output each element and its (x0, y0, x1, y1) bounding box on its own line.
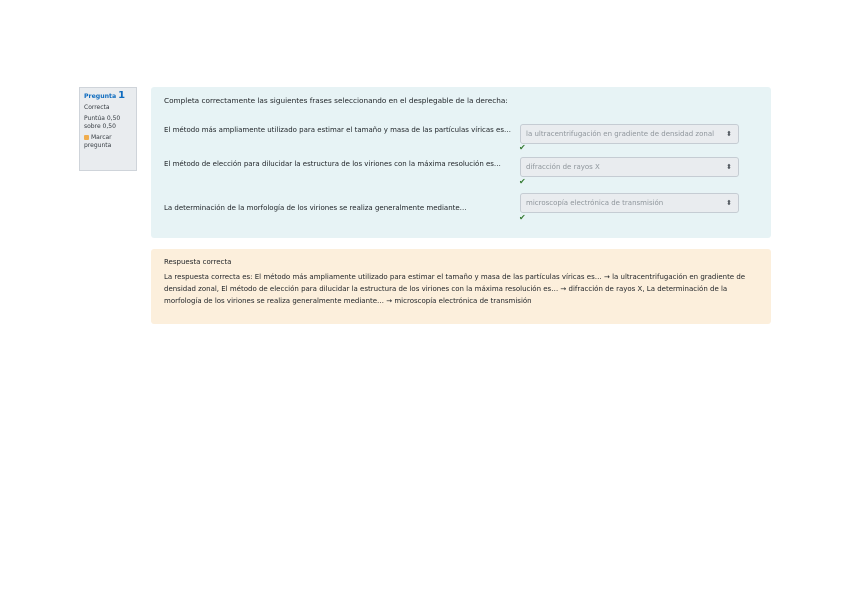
match-row-text: El método de elección para dilucidar la estructura de los viriones con la máxima resolución es… (164, 160, 501, 168)
answer-select-value: la ultracentrifugación en gradiente de densidad zonal (526, 130, 715, 138)
question-formulation (151, 87, 771, 238)
question-info-panel (79, 87, 137, 171)
correct-answer-text: La respuesta correcta es: El método más ampliamente utilizado para estimar el tamaño y masa de las partículas víricas es… → la ultracentrifugación en gradiente de densidad zonal, El método de elección para dilucidar la estructura de los viriones con la máxima resolución es… → difracción de rayos X, La determinación de la morfología de los viriones se realiza generalmente mediante… → microscopía electrónica de transmisión (164, 273, 746, 305)
question-prompt: Completa correctamente las siguientes frases seleccionando en el desplegable de la derecha: (164, 96, 508, 105)
answer-select-value: difracción de rayos X (526, 163, 600, 171)
question-state: Correcta (84, 104, 110, 111)
question-grade (84, 115, 132, 131)
check-icon: ✔ (519, 213, 526, 222)
answer-select[interactable] (520, 193, 739, 213)
grade-line-1: Puntúa 0,50 (84, 115, 121, 122)
question-number: 1 (118, 90, 126, 101)
answer-select[interactable] (520, 157, 739, 177)
flag-question-link[interactable] (84, 134, 132, 150)
grade-line-2: sobre 0,50 (84, 123, 116, 130)
up-down-arrow-icon: ⬍ (726, 163, 732, 171)
match-row-text: La determinación de la morfología de los viriones se realiza generalmente mediante… (164, 204, 467, 212)
up-down-arrow-icon: ⬍ (726, 199, 732, 207)
check-icon: ✔ (519, 143, 526, 152)
check-icon: ✔ (519, 177, 526, 186)
flag-label-2: pregunta (84, 142, 112, 149)
feedback-title: Respuesta correcta (164, 258, 232, 266)
question-heading (84, 92, 132, 101)
feedback-panel (151, 249, 771, 324)
answer-select-value: microscopía electrónica de transmisión (526, 199, 664, 207)
up-down-arrow-icon: ⬍ (726, 130, 732, 138)
flag-icon (84, 135, 89, 140)
flag-label-1: Marcar (91, 134, 112, 141)
question-label: Pregunta (84, 93, 117, 100)
match-row-text: El método más ampliamente utilizado para estimar el tamaño y masa de las partículas víricas es… (164, 126, 512, 134)
answer-select[interactable] (520, 124, 739, 144)
